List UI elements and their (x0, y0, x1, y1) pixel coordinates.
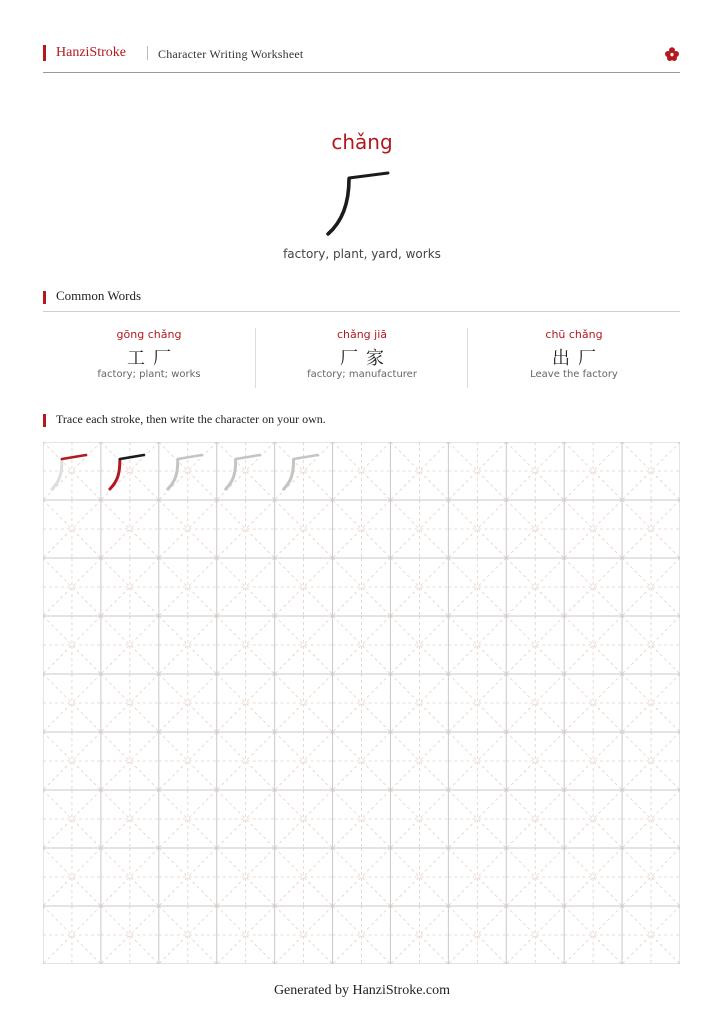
section-accent-bar (43, 414, 46, 427)
character-pinyin: chǎng (331, 130, 393, 154)
word-pinyin: chǎng jiā (336, 328, 388, 341)
stroke-horizontal (178, 455, 202, 459)
stroke-horizontal (294, 455, 318, 459)
word-pinyin: gōng chǎng (116, 328, 182, 341)
word-card (468, 328, 680, 390)
word-meaning: factory; manufacturer (307, 369, 417, 380)
common-words-list (43, 328, 680, 390)
stroke-order-step-1 (52, 455, 86, 489)
footer-credit: Generated by HanziStroke.com (273, 983, 451, 998)
practice-grid-canvas[interactable] (43, 442, 680, 964)
word-card (256, 328, 468, 390)
stroke-horizontal (120, 455, 144, 459)
flower-logo-icon (664, 46, 680, 62)
stroke-horizontal (62, 455, 86, 459)
worksheet-subtitle: Character Writing Worksheet (158, 47, 304, 61)
character-meaning: factory, plant, yard, works (283, 247, 441, 261)
stroke-falling-left (110, 460, 120, 489)
section-accent-bar (43, 291, 46, 304)
word-meaning: Leave the factory (530, 369, 618, 380)
header-accent-bar (43, 45, 46, 61)
common-words-title: Common Words (56, 288, 142, 303)
word-meaning: factory; plant; works (97, 369, 201, 380)
header-separator (147, 46, 148, 60)
trace-character (226, 455, 260, 489)
common-words-divider (43, 311, 680, 312)
word-hanzi: 厂家 (340, 348, 392, 369)
stroke-falling-left (226, 460, 236, 489)
header-divider (43, 72, 680, 73)
brand-name[interactable]: HanziStroke (56, 45, 126, 60)
trace-character (168, 455, 202, 489)
word-hanzi: 出厂 (552, 348, 604, 369)
worksheet-header (43, 44, 680, 64)
main-character-glyph (322, 170, 402, 240)
word-hanzi: 工厂 (127, 348, 179, 369)
practice-instruction: Trace each stroke, then write the character on your own. (56, 412, 326, 426)
stroke-horizontal (236, 455, 260, 459)
stroke-falling-left (168, 460, 178, 489)
stroke-falling-left (284, 460, 294, 489)
trace-character (284, 455, 318, 489)
practice-grid[interactable] (43, 442, 680, 964)
stroke-order-step-2 (110, 455, 144, 489)
word-card (43, 328, 255, 390)
word-pinyin: chū chǎng (545, 328, 603, 341)
stroke-falling-left (52, 460, 62, 489)
